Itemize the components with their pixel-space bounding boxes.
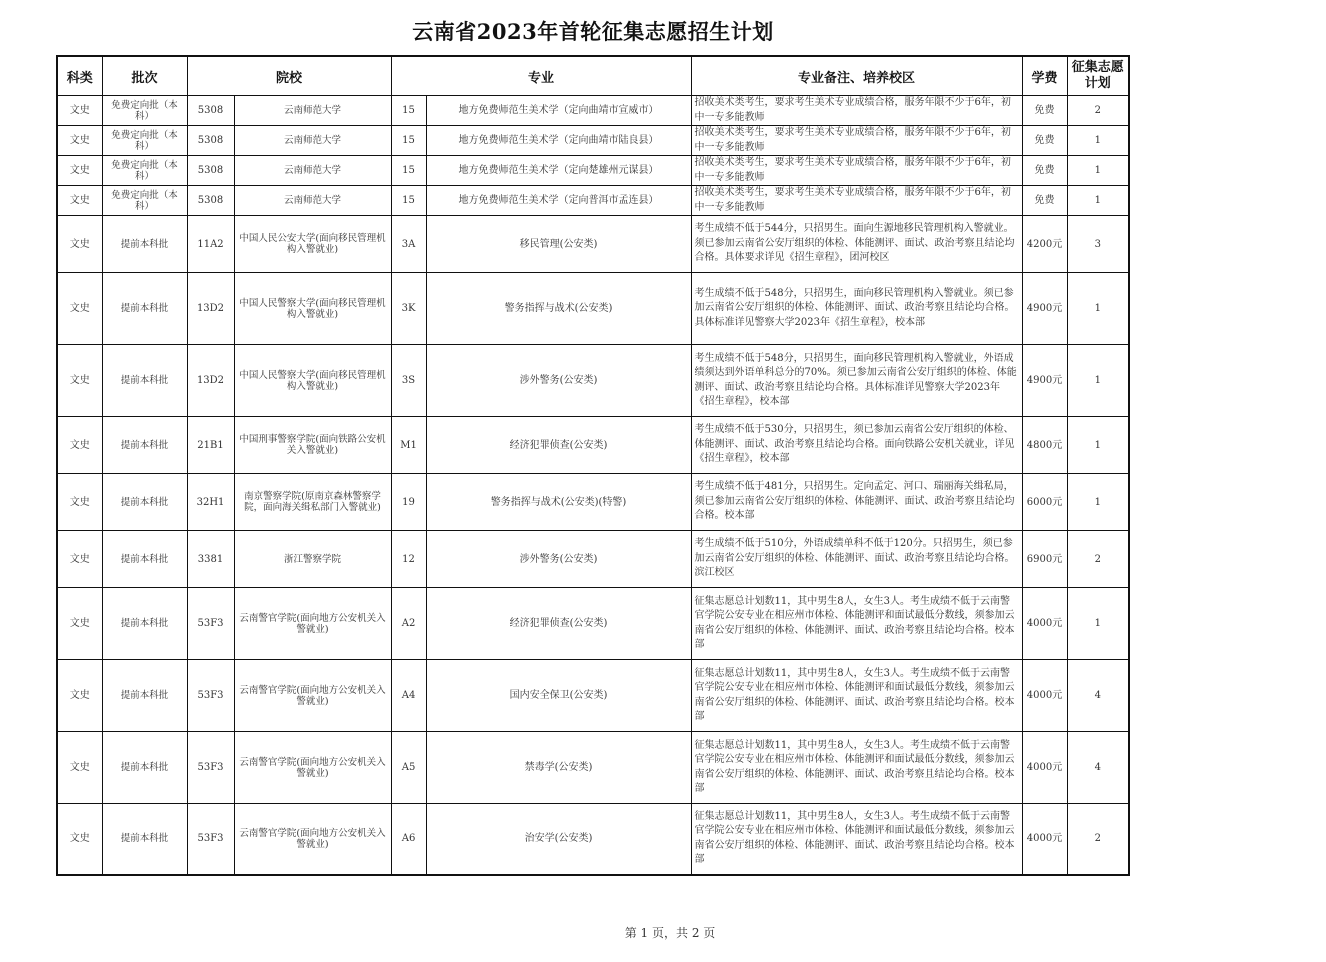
cell-major: 涉外警务(公安类) — [426, 531, 691, 588]
cell-school-code: 5308 — [187, 126, 234, 156]
cell-fee: 4000元 — [1022, 588, 1067, 660]
cell-school-code: 13D2 — [187, 345, 234, 417]
cell-fee: 免费 — [1022, 186, 1067, 216]
cell-major-code: M1 — [391, 417, 426, 474]
cell-batch: 提前本科批 — [102, 417, 187, 474]
cell-school-code: 11A2 — [187, 216, 234, 273]
cell-major: 涉外警务(公安类) — [426, 345, 691, 417]
cell-notes: 考生成绩不低于548分，只招男生，面向移民管理机构入警就业，外语成绩须达到外语单科总分的70%。须已参加云南省公安厅组织的体检、体能测评、面试、政治考察且结论均合格。具体标准详见警察大学2023年《招生章程》，校本部 — [691, 345, 1022, 417]
cell-plan: 2 — [1067, 804, 1129, 875]
cell-category: 文史 — [57, 345, 102, 417]
cell-major: 国内安全保卫(公安类) — [426, 660, 691, 732]
cell-school: 云南警官学院(面向地方公安机关入警就业) — [234, 588, 391, 660]
table-row — [57, 531, 1129, 588]
cell-batch: 提前本科批 — [102, 588, 187, 660]
cell-school: 云南警官学院(面向地方公安机关入警就业) — [234, 732, 391, 804]
cell-school-code: 5308 — [187, 186, 234, 216]
cell-school-code: 5308 — [187, 96, 234, 126]
cell-plan: 3 — [1067, 216, 1129, 273]
cell-batch: 免费定向批（本科） — [102, 156, 187, 186]
header-category: 科类 — [57, 56, 102, 96]
cell-notes: 征集志愿总计划数11，其中男生8人，女生3人。考生成绩不低于云南警官学院公安专业在相应州市体检、体能测评和面试最低分数线，须参加云南省公安厅组织的体检、体能测评、面试、政治考察且结论均合格。校本部 — [691, 588, 1022, 660]
cell-plan: 1 — [1067, 156, 1129, 186]
table-row — [57, 474, 1129, 531]
cell-major-code: 15 — [391, 186, 426, 216]
table-row — [57, 804, 1129, 875]
cell-fee: 4900元 — [1022, 345, 1067, 417]
cell-school: 浙江警察学院 — [234, 531, 391, 588]
cell-fee: 6900元 — [1022, 531, 1067, 588]
cell-batch: 提前本科批 — [102, 273, 187, 345]
cell-school-code: 32H1 — [187, 474, 234, 531]
cell-school-code: 3381 — [187, 531, 234, 588]
cell-school: 云南警官学院(面向地方公安机关入警就业) — [234, 660, 391, 732]
cell-school-code: 53F3 — [187, 660, 234, 732]
cell-plan: 4 — [1067, 732, 1129, 804]
cell-school-code: 53F3 — [187, 588, 234, 660]
cell-batch: 提前本科批 — [102, 474, 187, 531]
cell-major-code: A2 — [391, 588, 426, 660]
cell-category: 文史 — [57, 417, 102, 474]
cell-notes: 考生成绩不低于530分，只招男生，须已参加云南省公安厅组织的体检、体能测评、面试、政治考察且结论均合格。面向铁路公安机关就业，详见《招生章程》，校本部 — [691, 417, 1022, 474]
table-row — [57, 216, 1129, 273]
table-body — [57, 96, 1129, 875]
header-batch: 批次 — [102, 56, 187, 96]
cell-plan: 1 — [1067, 345, 1129, 417]
cell-fee: 4000元 — [1022, 660, 1067, 732]
cell-fee: 4900元 — [1022, 273, 1067, 345]
cell-category: 文史 — [57, 216, 102, 273]
cell-school-code: 21B1 — [187, 417, 234, 474]
cell-plan: 1 — [1067, 126, 1129, 156]
table-row — [57, 660, 1129, 732]
cell-major: 地方免费师范生美术学（定向曲靖市陆良县） — [426, 126, 691, 156]
cell-plan: 4 — [1067, 660, 1129, 732]
cell-major: 经济犯罪侦查(公安类) — [426, 588, 691, 660]
cell-category: 文史 — [57, 156, 102, 186]
cell-major: 移民管理(公安类) — [426, 216, 691, 273]
cell-category: 文史 — [57, 126, 102, 156]
cell-major-code: 3S — [391, 345, 426, 417]
cell-fee: 4200元 — [1022, 216, 1067, 273]
page-footer: 第 1 页，共 2 页 — [624, 926, 716, 940]
cell-major-code: A6 — [391, 804, 426, 875]
cell-plan: 2 — [1067, 531, 1129, 588]
cell-batch: 提前本科批 — [102, 216, 187, 273]
cell-plan: 2 — [1067, 96, 1129, 126]
cell-major: 治安学(公安类) — [426, 804, 691, 875]
cell-major-code: 3A — [391, 216, 426, 273]
cell-notes: 征集志愿总计划数11，其中男生8人，女生3人。考生成绩不低于云南警官学院公安专业在相应州市体检、体能测评和面试最低分数线，须参加云南省公安厅组织的体检、体能测评、面试、政治考察且结论均合格。校本部 — [691, 804, 1022, 875]
cell-fee: 4000元 — [1022, 732, 1067, 804]
cell-notes: 招收美术类考生，要求考生美术专业成绩合格，服务年限不少于6年，初中一专多能教师 — [691, 156, 1022, 186]
table-row — [57, 273, 1129, 345]
header-fee: 学费 — [1022, 56, 1067, 96]
cell-batch: 免费定向批（本科） — [102, 96, 187, 126]
cell-major-code: 19 — [391, 474, 426, 531]
cell-batch: 免费定向批（本科） — [102, 186, 187, 216]
cell-school-code: 53F3 — [187, 804, 234, 875]
cell-notes: 考生成绩不低于510分，外语成绩单科不低于120分。只招男生，须已参加云南省公安厅组织的体检、体能测评、面试、政治考察且结论均合格。滨江校区 — [691, 531, 1022, 588]
table-row — [57, 345, 1129, 417]
cell-batch: 提前本科批 — [102, 345, 187, 417]
page-title: 云南省2023年首轮征集志愿招生计划 — [412, 19, 774, 44]
cell-batch: 提前本科批 — [102, 531, 187, 588]
cell-major-code: 15 — [391, 156, 426, 186]
cell-school: 云南师范大学 — [234, 156, 391, 186]
cell-notes: 考生成绩不低于544分，只招男生。面向生源地移民管理机构入警就业。须已参加云南省公安厅组织的体检、体能测评、面试、政治考察且结论均合格。具体要求详见《招生章程》，团河校区 — [691, 216, 1022, 273]
cell-school-code: 13D2 — [187, 273, 234, 345]
table-header-row — [57, 56, 1129, 96]
cell-fee: 4000元 — [1022, 804, 1067, 875]
cell-category: 文史 — [57, 96, 102, 126]
cell-school: 云南师范大学 — [234, 96, 391, 126]
cell-batch: 提前本科批 — [102, 804, 187, 875]
cell-school: 中国人民警察大学(面向移民管理机构入警就业) — [234, 273, 391, 345]
cell-major: 经济犯罪侦查(公安类) — [426, 417, 691, 474]
cell-major: 地方免费师范生美术学（定向曲靖市宣威市） — [426, 96, 691, 126]
cell-school: 云南警官学院(面向地方公安机关入警就业) — [234, 804, 391, 875]
cell-category: 文史 — [57, 474, 102, 531]
cell-fee: 免费 — [1022, 96, 1067, 126]
cell-major: 地方免费师范生美术学（定向楚雄州元谋县） — [426, 156, 691, 186]
cell-major-code: A4 — [391, 660, 426, 732]
table-row — [57, 588, 1129, 660]
cell-batch: 免费定向批（本科） — [102, 126, 187, 156]
table-row — [57, 156, 1129, 186]
cell-category: 文史 — [57, 660, 102, 732]
cell-notes: 招收美术类考生，要求考生美术专业成绩合格，服务年限不少于6年，初中一专多能教师 — [691, 126, 1022, 156]
table-row — [57, 417, 1129, 474]
cell-school: 中国人民公安大学(面向移民管理机构入警就业) — [234, 216, 391, 273]
table-row — [57, 732, 1129, 804]
cell-major-code: 15 — [391, 126, 426, 156]
cell-major: 禁毒学(公安类) — [426, 732, 691, 804]
cell-fee: 免费 — [1022, 156, 1067, 186]
cell-major-code: 3K — [391, 273, 426, 345]
cell-plan: 1 — [1067, 474, 1129, 531]
cell-school: 云南师范大学 — [234, 186, 391, 216]
table-row — [57, 126, 1129, 156]
cell-category: 文史 — [57, 531, 102, 588]
cell-major-code: A5 — [391, 732, 426, 804]
cell-school-code: 53F3 — [187, 732, 234, 804]
table-row — [57, 96, 1129, 126]
cell-notes: 考生成绩不低于481分，只招男生。定向孟定、河口、瑞丽海关缉私局，须已参加云南省公安厅组织的体检、体能测评、面试、政治考察且结论均合格。校本部 — [691, 474, 1022, 531]
cell-category: 文史 — [57, 186, 102, 216]
header-plan: 征集志愿计划 — [1067, 56, 1129, 96]
header-notes: 专业备注、培养校区 — [691, 56, 1022, 96]
cell-notes: 招收美术类考生，要求考生美术专业成绩合格，服务年限不少于6年，初中一专多能教师 — [691, 96, 1022, 126]
cell-plan: 1 — [1067, 186, 1129, 216]
cell-major: 警务指挥与战术(公安类)(特警) — [426, 474, 691, 531]
cell-major-code: 15 — [391, 96, 426, 126]
cell-notes: 征集志愿总计划数11，其中男生8人，女生3人。考生成绩不低于云南警官学院公安专业在相应州市体检、体能测评和面试最低分数线，须参加云南省公安厅组织的体检、体能测评、面试、政治考察且结论均合格。校本部 — [691, 732, 1022, 804]
table-row — [57, 186, 1129, 216]
header-major: 专业 — [391, 56, 691, 96]
cell-plan: 1 — [1067, 588, 1129, 660]
cell-fee: 免费 — [1022, 126, 1067, 156]
cell-plan: 1 — [1067, 273, 1129, 345]
cell-plan: 1 — [1067, 417, 1129, 474]
cell-notes: 考生成绩不低于548分，只招男生，面向移民管理机构入警就业。须已参加云南省公安厅组织的体检、体能测评、面试、政治考察且结论均合格。具体标准详见警察大学2023年《招生章程》，校本部 — [691, 273, 1022, 345]
cell-school: 南京警察学院(原南京森林警察学院，面向海关缉私部门入警就业) — [234, 474, 391, 531]
cell-category: 文史 — [57, 804, 102, 875]
cell-category: 文史 — [57, 588, 102, 660]
cell-notes: 征集志愿总计划数11，其中男生8人，女生3人。考生成绩不低于云南警官学院公安专业在相应州市体检、体能测评和面试最低分数线，须参加云南省公安厅组织的体检、体能测评、面试、政治考察且结论均合格。校本部 — [691, 660, 1022, 732]
cell-major-code: 12 — [391, 531, 426, 588]
cell-school: 云南师范大学 — [234, 126, 391, 156]
cell-category: 文史 — [57, 273, 102, 345]
enrollment-plan-table — [56, 55, 1130, 876]
cell-category: 文史 — [57, 732, 102, 804]
cell-fee: 4800元 — [1022, 417, 1067, 474]
cell-school-code: 5308 — [187, 156, 234, 186]
cell-school: 中国人民警察大学(面向移民管理机构入警就业) — [234, 345, 391, 417]
cell-school: 中国刑事警察学院(面向铁路公安机关入警就业) — [234, 417, 391, 474]
header-school: 院校 — [187, 56, 391, 96]
cell-major: 地方免费师范生美术学（定向普洱市孟连县） — [426, 186, 691, 216]
cell-batch: 提前本科批 — [102, 660, 187, 732]
cell-batch: 提前本科批 — [102, 732, 187, 804]
cell-notes: 招收美术类考生，要求考生美术专业成绩合格，服务年限不少于6年，初中一专多能教师 — [691, 186, 1022, 216]
cell-fee: 6000元 — [1022, 474, 1067, 531]
cell-major: 警务指挥与战术(公安类) — [426, 273, 691, 345]
